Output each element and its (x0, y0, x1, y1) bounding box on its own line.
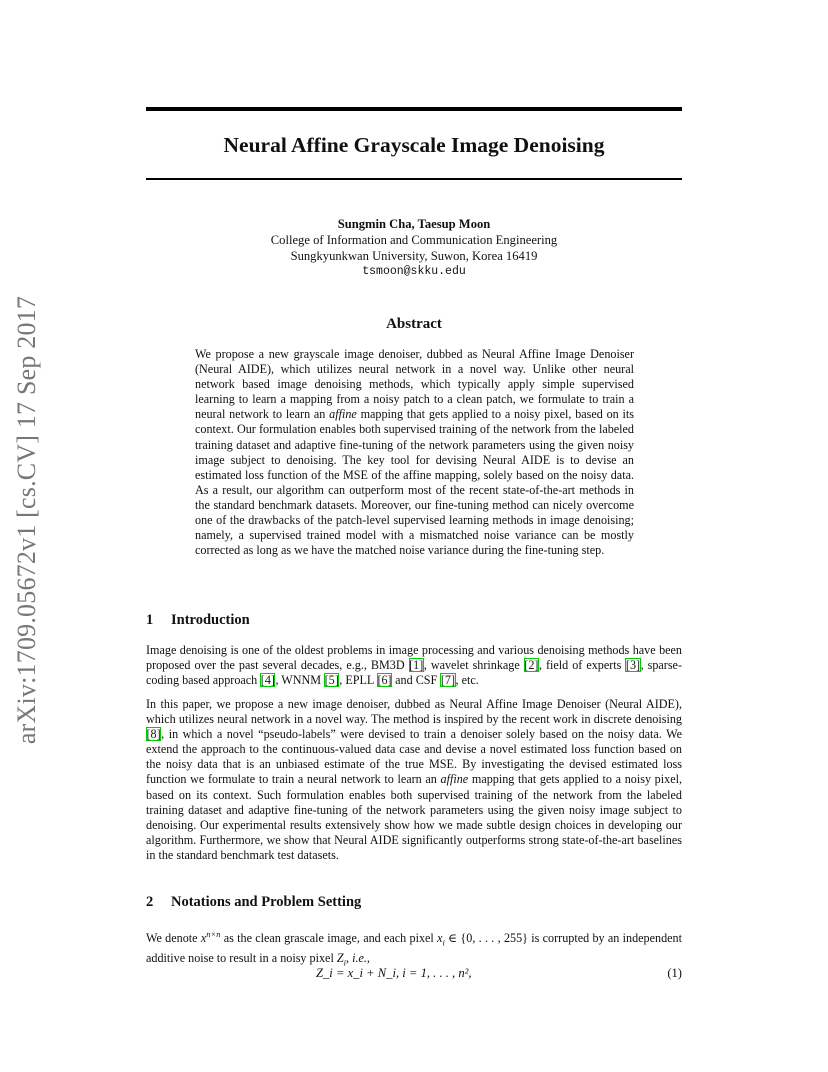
math-set: ∈ {0, . . . , 255} (444, 931, 528, 946)
intro-p1-text: , field of experts (538, 658, 626, 673)
intro-p2-emphasis: affine (440, 772, 469, 787)
citation-link[interactable]: [5] (324, 673, 339, 688)
citation-link[interactable]: [2] (524, 658, 539, 673)
citation-link[interactable]: [6] (377, 673, 392, 688)
math-subscript: i (343, 956, 346, 967)
notation-text: , (346, 950, 353, 965)
citation-link[interactable]: [7] (440, 673, 455, 688)
abstract-body (195, 347, 634, 558)
section-2-number: 2 (146, 894, 154, 910)
citation-link[interactable]: [4] (260, 673, 275, 688)
ie-emphasis: i.e. (352, 950, 367, 965)
abstract-text-part-2: mapping that gets applied to a noisy pixel, based on its context. Our formulation enables both supervised training of the network from the labeled training dataset and adaptive fine-tuning of the network parameters using the given noisy image subject to denoising. The key tool for devising Neural AIDE is to devise an estimated loss function of the MSE of the affine mapping, solely based on the noisy data. As a result, our algorithm can outperform most of the recent state-of-the-art methods in the standard benchmark datasets. Moreover, our fine-tuning method can nicely overcome one of the drawbacks of the patch-level supervised learning methods in image denoising; namely, a supervised trained model with a mismatched noise variance can be mostly corrected as long as we have the matched noise variance during the fine-tuning step. (195, 407, 634, 558)
intro-p2-text: , in which a novel “pseudo-labels” were devised to train a denoiser solely based on the noisy data. We extend the approach to the continuous-valued data case and devise a novel estimated loss function based on the noisy data that is an unbiased estimate of the true MSE. By investigating the devised estimated loss function we formulate to train a neural network to learn an (146, 727, 682, 787)
arxiv-side-stamp: arXiv:1709.05672v1 [cs.CV] 17 Sep 2017 (12, 295, 41, 745)
math-x: x (200, 931, 207, 946)
abstract-heading: Abstract (386, 316, 442, 332)
abstract-emphasis: affine (329, 407, 357, 422)
affiliation-line-2: Sungkyunkwan University, Suwon, Korea 16419 (290, 249, 538, 263)
author-block (146, 216, 682, 280)
math-subscript: i (442, 937, 445, 948)
math-superscript: n×n (206, 929, 221, 939)
abstract-text-part-1: We propose a new grayscale image denoiser, dubbed as Neural Affine Image Denoiser (Neural AIDE), which utilizes neural network in a novel way. Unlike other neural network based image denoising methods, which typically apply simple supervised learning to learn a mapping from a noisy patch to a clean patch, we formulate to train a neural network to learn an (195, 347, 634, 422)
paper-title: Neural Affine Grayscale Image Denoising (223, 133, 605, 157)
title-bottom-rule (146, 178, 682, 180)
intro-p1-text: , WNNM (275, 673, 325, 688)
intro-p1-text: , wavelet shrinkage (423, 658, 524, 673)
math-z: Z (336, 950, 344, 965)
section-2-title: Notations and Problem Setting (171, 894, 362, 910)
section-1-title: Introduction (171, 612, 250, 628)
intro-paragraph-2 (146, 697, 682, 863)
citation-link[interactable]: [3] (625, 658, 641, 673)
notation-text: as the clean grascale image, and each pixel (220, 931, 438, 946)
notation-paragraph (146, 927, 682, 970)
intro-p2-text: mapping that gets applied to a noisy pixel, based on its context. Such formulation enables both supervised training of the network from the labeled training dataset and adaptive fine-tuning of the network parameters using the given noisy image subject to denoising. Our experimental results extensively show how we made subtle design choices in developing our algorithm. Furthermore, we show that Neural AIDE significantly outperforms strong state-of-the-art baselines in the standard benchmark test datasets. (146, 772, 682, 862)
section-1-heading (146, 610, 682, 630)
intro-p1-text: and CSF (392, 673, 441, 688)
intro-p2-text: In this paper, we propose a new image denoiser, dubbed as Neural Affine Image Denoiser (Neural AIDE), which utilizes neural network in a novel way. The method is inspired by the recent work in discrete denoising (146, 697, 682, 727)
citation-link[interactable]: [1] (409, 658, 424, 673)
intro-p1-text: Image denoising is one of the oldest problems in image processing and various denoising methods have been proposed over the past several decades, e.g., BM3D (146, 643, 682, 673)
notation-text: , (366, 950, 370, 965)
citation-link[interactable]: [8] (146, 727, 161, 742)
author-names: Sungmin Cha, Taesup Moon (337, 217, 491, 231)
notation-text: is corrupted by an independent additive noise to result in a noisy pixel (146, 931, 682, 965)
intro-p1-text: , EPLL (339, 673, 377, 688)
intro-p1-text: , etc. (455, 673, 479, 688)
affiliation-line-1: College of Information and Communication Engineering (270, 233, 558, 247)
section-1-number: 1 (146, 612, 154, 628)
intro-p1-text: , sparse-coding based approach (146, 658, 682, 688)
equation-number: (1) (667, 966, 682, 980)
title-top-rule (146, 107, 682, 111)
math-xi: x (437, 931, 443, 946)
equation-body: Z_i = x_i + N_i, i = 1, . . . , n², (316, 966, 472, 980)
intro-paragraph-1 (146, 643, 682, 688)
notation-text: We denote (146, 931, 201, 946)
section-2-heading (146, 892, 682, 912)
author-email: tsmoon@skku.edu (362, 265, 466, 278)
